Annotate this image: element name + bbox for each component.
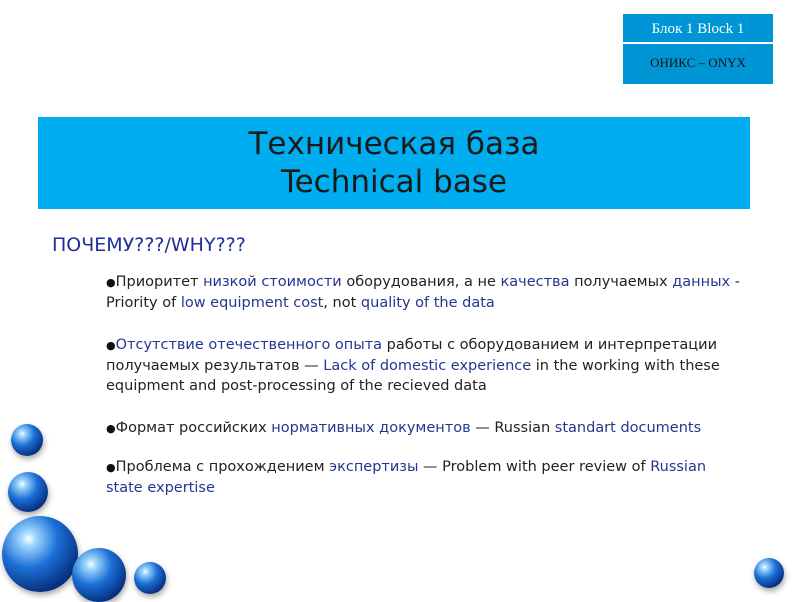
- highlighted-text: Russian state expertise: [106, 459, 707, 496]
- slide-title-en: Technical base: [280, 164, 508, 200]
- bullet-dot-icon: ●: [106, 422, 116, 435]
- bullet-text: оборудования, а не: [341, 274, 501, 290]
- section-heading: ПОЧЕМУ???/WHY???: [52, 234, 246, 256]
- project-label: ОНИКС – ONYX: [650, 55, 746, 70]
- bullet-item: [106, 457, 746, 498]
- sphere-decoration: [8, 472, 48, 512]
- bullet-text: — Russian: [470, 420, 555, 436]
- highlighted-text: низкой стоимости: [203, 274, 342, 290]
- sphere-decoration: [2, 516, 78, 592]
- highlighted-text: quality of the data: [360, 295, 495, 311]
- highlighted-text: Lack of domestic experience: [323, 358, 532, 374]
- title-band: [38, 117, 750, 209]
- highlighted-text: standart documents: [554, 420, 702, 436]
- bullet-dot-icon: ●: [106, 339, 116, 352]
- bullet-text: in the working with these equipment and post-processing of the recieved data: [106, 358, 720, 394]
- highlighted-text: нормативных документов: [271, 420, 471, 436]
- block-label: Блок 1 Block 1: [651, 21, 745, 37]
- bullet-dot-icon: ●: [106, 276, 116, 289]
- bullet-text: Приоритет: [115, 274, 204, 290]
- block-label-box: [623, 14, 773, 84]
- sphere-decoration: [11, 424, 43, 456]
- sphere-decoration: [134, 562, 166, 594]
- bullet-text: , not: [323, 295, 361, 311]
- highlighted-text: экспертизы: [329, 459, 419, 475]
- bullet-item: [106, 272, 746, 313]
- block-divider: [623, 42, 773, 44]
- bullet-text: - Priority of: [106, 274, 740, 311]
- bullet-text: работы с оборудованием и интерпретации получаемых результатов —: [106, 337, 717, 374]
- bullet-text: — Problem with peer review of: [418, 459, 651, 475]
- highlighted-text: low equipment cost: [180, 295, 324, 311]
- bullet-item: [106, 335, 746, 396]
- highlighted-text: качества: [500, 274, 570, 290]
- slide-title-ru: Техническая база: [248, 126, 540, 162]
- highlighted-text: данных: [672, 274, 731, 290]
- bullet-text: Формат российских: [115, 420, 272, 436]
- highlighted-text: Отсутствие отечественного опыта: [115, 337, 383, 353]
- sphere-decoration: [72, 548, 126, 602]
- bullet-text: получаемых: [569, 274, 673, 290]
- bullet-item: [106, 418, 746, 439]
- bullet-dot-icon: ●: [106, 461, 116, 474]
- sphere-decoration: [754, 558, 784, 588]
- bullet-text: Проблема с прохождением: [115, 459, 330, 475]
- bullet-list: [106, 272, 746, 498]
